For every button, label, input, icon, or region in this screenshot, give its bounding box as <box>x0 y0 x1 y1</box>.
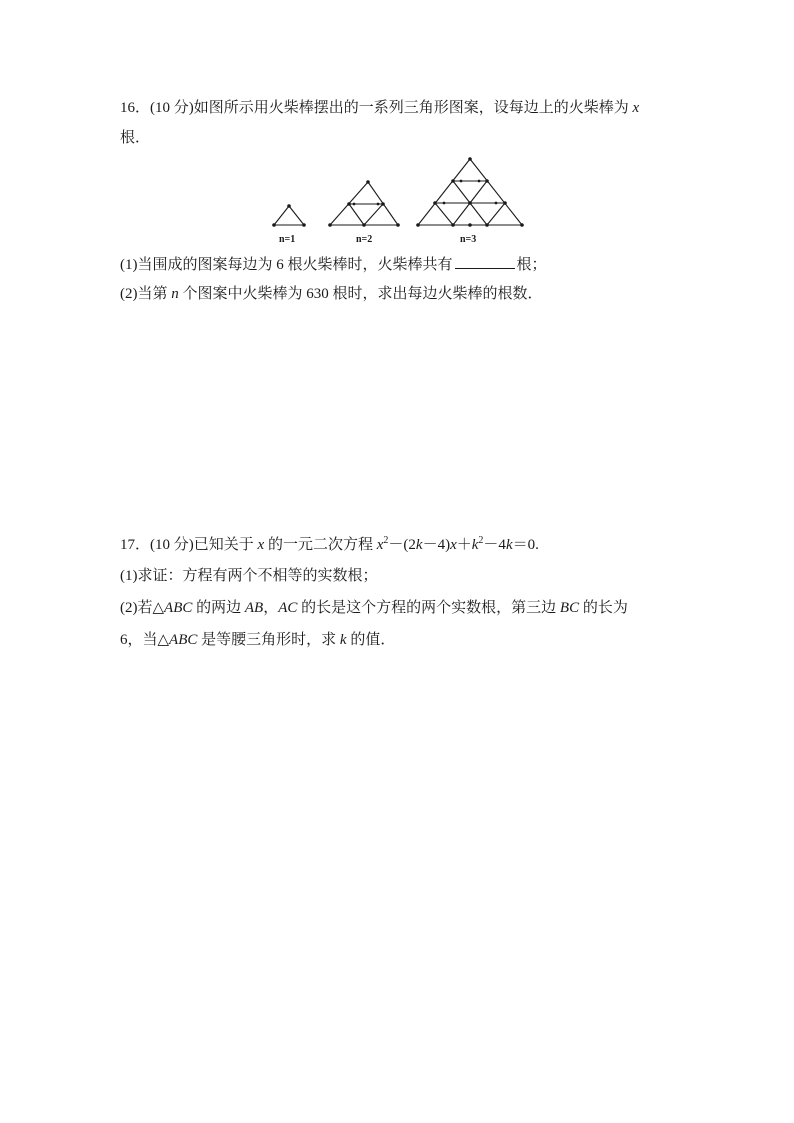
q17-sub2-a: (2)若△ <box>120 600 165 616</box>
q17-abc: ABC <box>164 600 193 616</box>
q16-var-x: x <box>632 100 640 116</box>
figure-n3 <box>416 157 524 245</box>
q16-var-n: n <box>171 286 179 302</box>
eq-x2: x <box>450 537 457 553</box>
matchstick-triangle-figure <box>260 150 530 250</box>
q17-ab: AB <box>244 600 264 616</box>
q17-sub2-c: ， <box>263 600 279 616</box>
q16-stem-line2 <box>120 128 150 148</box>
q17-sub2-d: 的长是这个方程的两个实数根，第三边 <box>297 600 560 616</box>
q16-stem-line1 <box>120 98 639 118</box>
q16-sub2-end: 个图案中火柴棒为 630 根时，求出每边火柴棒的根数． <box>178 286 543 302</box>
q17-var-x: x <box>257 537 265 553</box>
eq-mid: －(2 <box>388 537 416 553</box>
q17-sub2-line1 <box>120 598 628 618</box>
q17-sub2-l2-b: 是等腰三角形时，求 <box>197 632 340 648</box>
q17-stem-text: 已知关于 <box>193 537 258 553</box>
q17-sub2-l2-a: 6，当△ <box>120 632 170 648</box>
q17-stem <box>120 535 539 555</box>
q16-number: 16． <box>120 100 151 116</box>
eq-sq: 2 <box>383 535 389 546</box>
q17-sub1 <box>120 566 378 586</box>
q16-sub1 <box>120 254 547 275</box>
q17-sub2-e: 的长为 <box>579 600 628 616</box>
q17-sub2-b: 的两边 <box>192 600 245 616</box>
eq-sq2: 2 <box>478 535 484 546</box>
eq-end: ＝0. <box>512 537 539 553</box>
q16-score: (10 分) <box>150 100 194 116</box>
q16-sub1-text: (1)当围成的图案每边为 6 根火柴棒时，火柴棒共有 <box>120 257 453 273</box>
q16-sub2-text: (2)当第 <box>120 286 172 302</box>
q17-abc-2: ABC <box>169 632 198 648</box>
q16-sub2 <box>120 284 543 304</box>
eq-k2: k <box>471 537 479 553</box>
figure-label-n3: n=3 <box>460 234 477 245</box>
figure-n1 <box>272 204 306 245</box>
eq-plus: ＋ <box>456 537 472 553</box>
eq-mid2: －4) <box>422 537 451 553</box>
q17-ac: AC <box>278 600 298 616</box>
q17-bc: BC <box>559 600 580 616</box>
q17-var-k: k <box>339 632 347 648</box>
q17-score: (10 分) <box>150 537 194 553</box>
figure-label-n1: n=1 <box>279 234 296 245</box>
figure-n2 <box>328 180 400 245</box>
q17-sub2-line2 <box>120 630 395 650</box>
eq-k3: k <box>505 537 513 553</box>
eq-minus: －4 <box>483 537 506 553</box>
figure-label-n2: n=2 <box>356 234 373 245</box>
q17-number: 17． <box>120 537 151 553</box>
eq-x: x <box>376 537 384 553</box>
q17-sub1-text: (1)求证：方程有两个不相等的实数根； <box>120 568 378 584</box>
answer-blank[interactable] <box>455 254 515 269</box>
q16-stem-end: 根． <box>120 130 151 146</box>
q17-sub2-l2-c: 的值． <box>346 632 396 648</box>
q16-stem: 如图所示用火柴棒摆出的一系列三角形图案，设每边上的火柴棒为 <box>193 100 633 116</box>
q16-sub1-end: 根； <box>516 257 547 273</box>
q17-stem-text2: 的一元二次方程 <box>264 537 377 553</box>
eq-k: k <box>415 537 423 553</box>
